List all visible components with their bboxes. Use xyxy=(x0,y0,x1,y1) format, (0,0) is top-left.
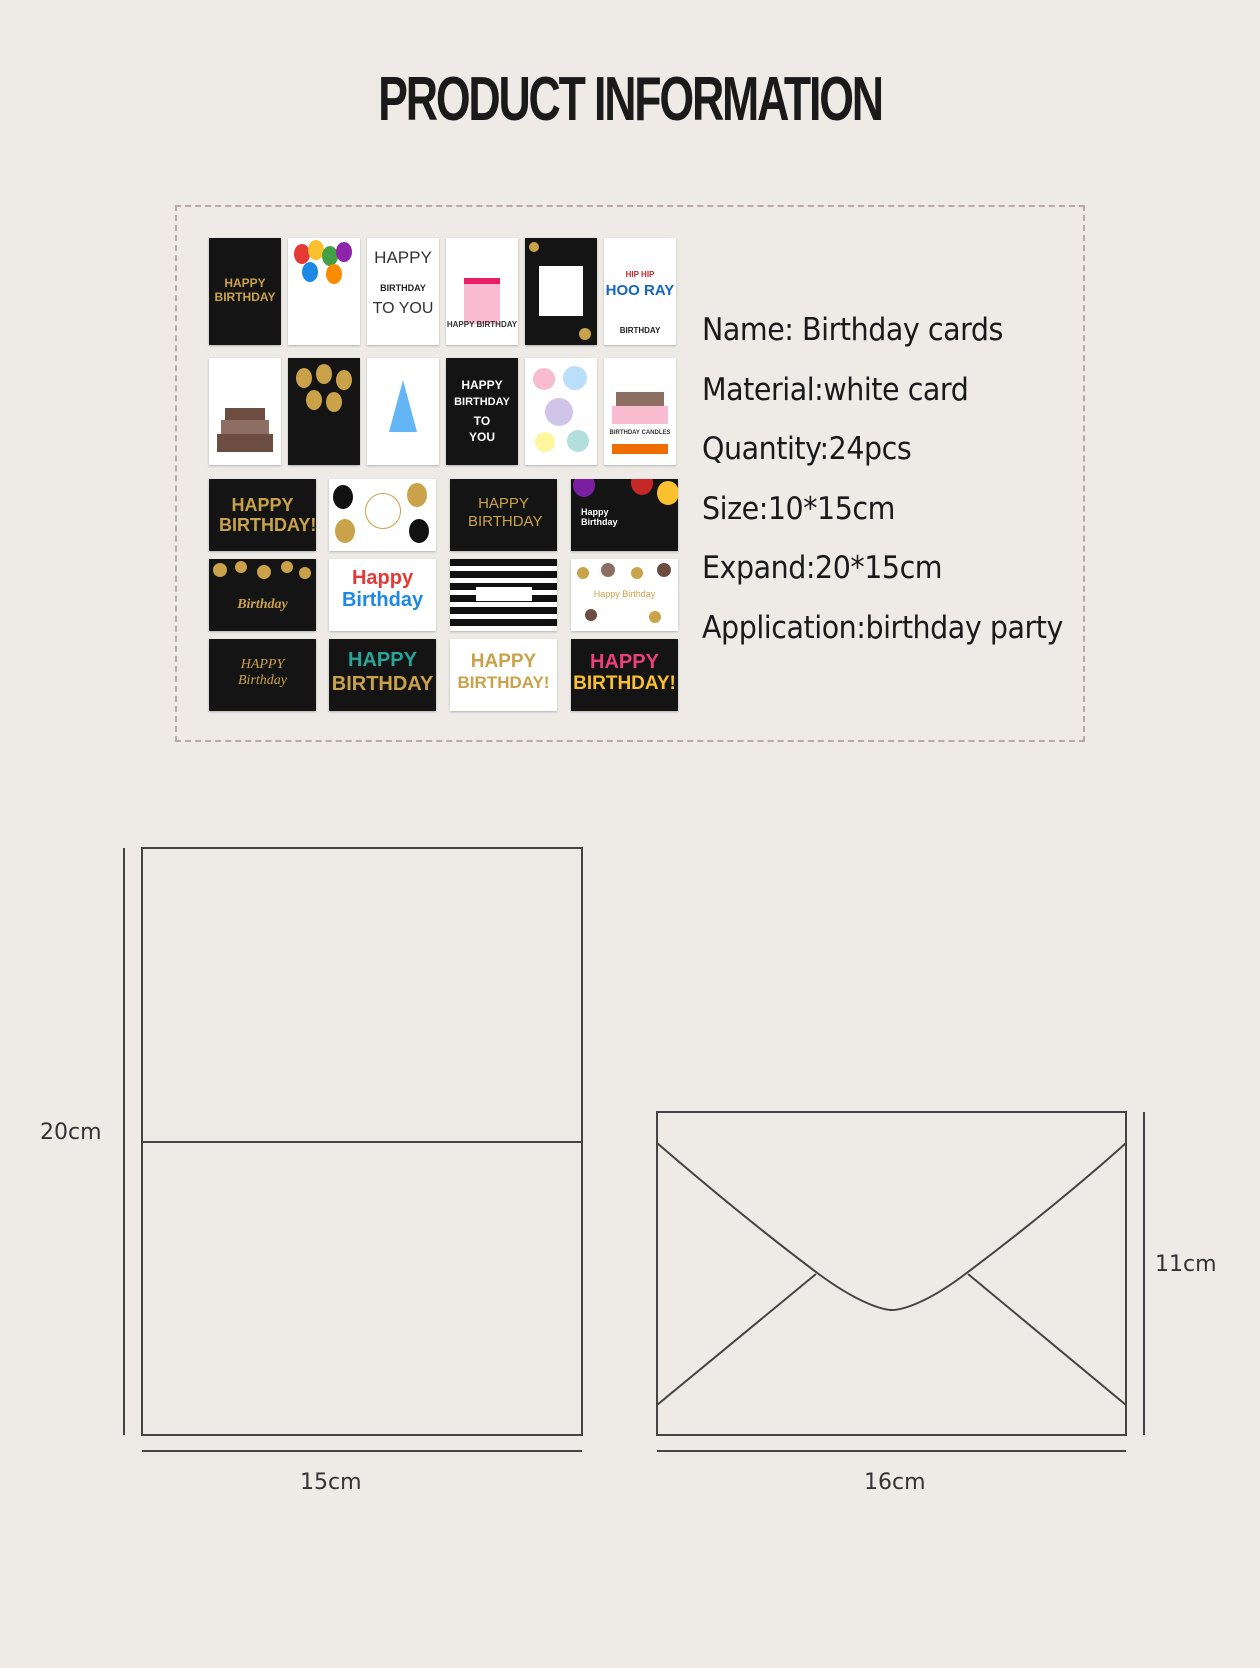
card-thumbnail: HAPPY BIRTHDAY TO YOU xyxy=(446,358,518,465)
envelope-height-label: 11cm xyxy=(1155,1252,1217,1277)
card-thumbnail: BIRTHDAY CANDLES xyxy=(604,358,676,465)
card-height-label: 20cm xyxy=(40,1120,102,1145)
card-width-label: 15cm xyxy=(300,1470,362,1495)
page-title: PRODUCT INFORMATION xyxy=(378,65,882,134)
envelope-width-label: 16cm xyxy=(864,1470,926,1495)
card-thumbnail: HAPPY BIRTHDAY xyxy=(446,238,518,345)
envelope-outline xyxy=(657,1112,1126,1435)
spec-material: Material:white card xyxy=(702,371,969,408)
open-card-diagram xyxy=(142,848,582,1435)
card-thumbnail: Happy Birthday xyxy=(571,559,678,631)
card-thumbnail: HAPPY BIRTHDAY! xyxy=(450,639,557,711)
card-thumbnail: HAPPY BIRTHDAY! xyxy=(209,479,316,551)
card-thumbnail: HAPPY Birthday xyxy=(209,639,316,711)
spec-application: Application:birthday party xyxy=(702,609,1063,646)
card-thumbnail: HAPPY BIRTHDAY TO YOU xyxy=(367,238,439,345)
envelope-left-fold xyxy=(657,1274,816,1405)
card-thumbnail: HAPPY BIRTHDAY xyxy=(450,479,557,551)
spec-name: Name: Birthday cards xyxy=(702,312,1003,348)
card-thumbnail: HAPPY BIRTHDAY xyxy=(209,238,281,345)
spec-quantity: Quantity:24pcs xyxy=(702,431,912,467)
card-thumbnail: HAPPY BIRTHDAY xyxy=(329,639,436,711)
envelope-flap xyxy=(657,1143,1126,1310)
card-thumbnail: Birthday xyxy=(209,559,316,631)
card-thumbnail: Happy Birthday xyxy=(329,559,436,631)
envelope-right-fold xyxy=(968,1274,1126,1405)
envelope-diagram xyxy=(657,1112,1126,1435)
card-thumbnail: HIP HIP HOO RAY BIRTHDAY xyxy=(604,238,676,345)
spec-expand: Expand:20*15cm xyxy=(702,550,943,586)
spec-size: Size:10*15cm xyxy=(702,490,895,527)
card-thumbnail: HAPPY BIRTHDAY! xyxy=(571,639,678,711)
card-thumbnail: Happy Birthday xyxy=(571,479,678,551)
